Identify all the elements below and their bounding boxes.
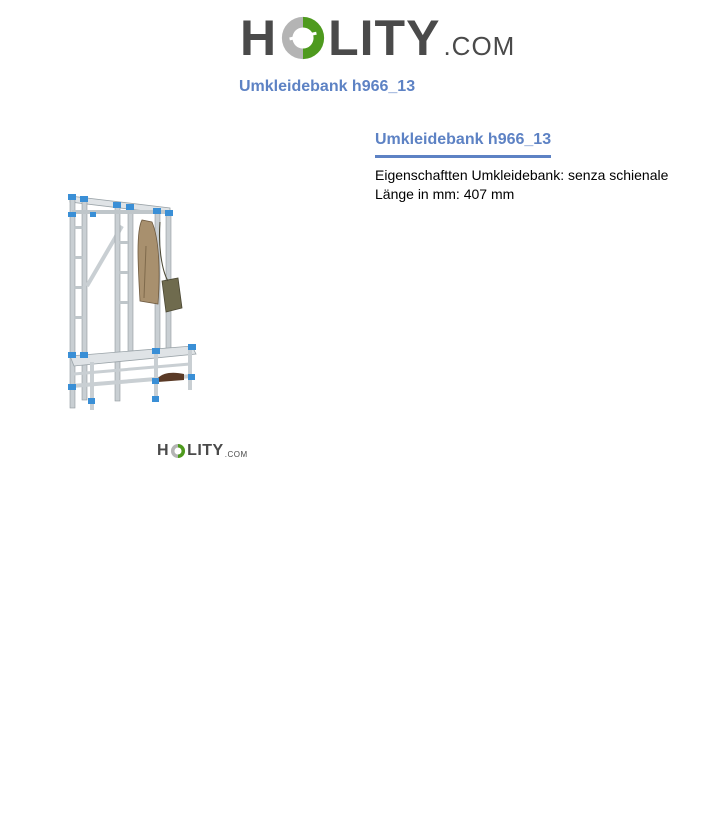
product-title: Umkleidebank h966_13 — [375, 131, 551, 158]
holity-logo-small — [157, 442, 248, 460]
property-value: 407 mm — [463, 186, 515, 202]
coat-rack-bench-image[interactable] — [60, 186, 210, 416]
property-row — [375, 166, 715, 185]
logo-suffix: .COM — [443, 30, 516, 61]
logo-small-o-icon — [170, 443, 186, 459]
holity-logo[interactable] — [240, 10, 515, 66]
logo-small-text-lity: LITY — [187, 442, 224, 459]
property-value: senza schienale — [568, 167, 669, 183]
logo-o-icon — [279, 14, 327, 62]
logo-small-suffix: .COM — [224, 449, 248, 459]
property-row — [375, 185, 715, 204]
product-properties — [375, 166, 715, 204]
logo-text-h: H — [240, 10, 278, 66]
page-title: Umkleidebank h966_13 — [239, 78, 416, 95]
logo-text-lity: LITY — [328, 10, 441, 66]
property-label: Länge in mm: — [375, 186, 460, 202]
product-detail — [375, 131, 715, 204]
logo-small-text-h: H — [157, 442, 170, 459]
property-label: Eigenschaftten Umkleidebank: — [375, 167, 565, 183]
